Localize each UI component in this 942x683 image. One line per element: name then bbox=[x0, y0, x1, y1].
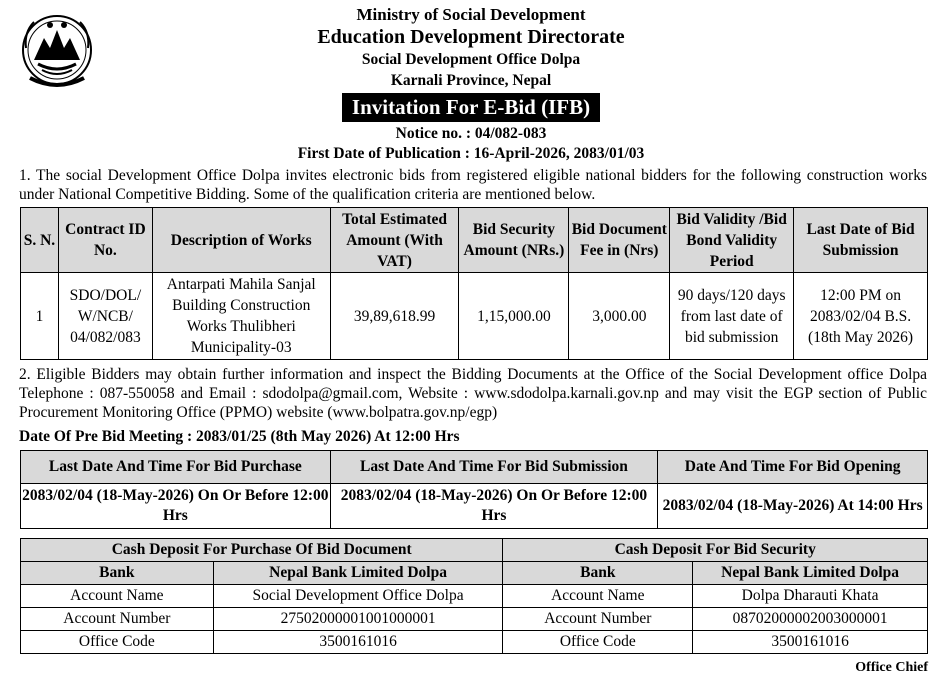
works-table bbox=[20, 207, 928, 360]
table-row bbox=[21, 484, 928, 529]
cell-fee: 3,000.00 bbox=[569, 273, 670, 360]
paragraph-1: 1. The social Development Office Dolpa invites electronic bids from registered eligible national bidders for the following construction works under National Competitive Bidding. Some of the qualification criteria are mentioned below. bbox=[19, 167, 927, 203]
first-publication-date: First Date of Publication : 16-April-2026, 2083/01/03 bbox=[297, 145, 645, 162]
office-title: Social Development Office Dolpa bbox=[361, 51, 581, 68]
ministry-title: Ministry of Social Development bbox=[356, 5, 586, 24]
row-label: Account Number bbox=[503, 608, 693, 631]
cell-amount: 39,89,618.99 bbox=[330, 273, 459, 360]
cash-bank-row bbox=[21, 562, 928, 585]
bid-opening-date: 2083/02/04 (18-May-2026) At 14:00 Hrs bbox=[658, 484, 928, 529]
row-label: Account Number bbox=[21, 608, 214, 631]
cell-description: Antarpati Mahila Sanjal Building Construction Works Thulibheri Municipality-03 bbox=[152, 273, 330, 360]
works-header-row bbox=[21, 208, 928, 273]
row-label: Office Code bbox=[21, 631, 214, 654]
header-sn: S. N. bbox=[21, 208, 59, 273]
security-value: Dolpa Dharauti Khata bbox=[693, 585, 928, 608]
header-bid-purchase: Last Date And Time For Bid Purchase bbox=[21, 451, 331, 484]
pre-bid-meeting: Date Of Pre Bid Meeting : 2083/01/25 (8th May 2026) At 12:00 Hrs bbox=[19, 428, 460, 445]
security-value: 3500161016 bbox=[693, 631, 928, 654]
table-row bbox=[21, 585, 928, 608]
header-bid-submission: Last Date And Time For Bid Submission bbox=[330, 451, 658, 484]
bid-submission-date: 2083/02/04 (18-May-2026) On Or Before 12:00 Hrs bbox=[330, 484, 658, 529]
header-contract: Contract ID No. bbox=[58, 208, 152, 273]
row-label: Account Name bbox=[503, 585, 693, 608]
bank-label: Bank bbox=[503, 562, 693, 585]
dates-header-row bbox=[21, 451, 928, 484]
header-bid-opening: Date And Time For Bid Opening bbox=[658, 451, 928, 484]
cell-security: 1,15,000.00 bbox=[459, 273, 569, 360]
signature-office-chief: Office Chief bbox=[855, 660, 928, 675]
purchase-bank: Nepal Bank Limited Dolpa bbox=[213, 562, 503, 585]
header bbox=[0, 4, 942, 164]
paragraph-2: 2. Eligible Bidders may obtain further information and inspect the Bidding Documents at the Office of the Social Development office Dolpa Telephone : 087-550058 and Email : sdodolpa@gmail.com, Website : www.sdodolpa.karnali.gov.np and may visit the EGP section of Public Procurement Monitoring Office (PPMO) website (www.bolpatra.gov.np/egp) bbox=[19, 366, 927, 421]
header-last-date: Last Date of Bid Submission bbox=[794, 208, 928, 273]
security-bank: Nepal Bank Limited Dolpa bbox=[693, 562, 928, 585]
header-validity: Bid Validity /Bid Bond Validity Period bbox=[670, 208, 794, 273]
header-security: Bid Security Amount (NRs.) bbox=[459, 208, 569, 273]
cell-validity: 90 days/120 days from last date of bid submission bbox=[670, 273, 794, 360]
table-row bbox=[21, 608, 928, 631]
row-label: Office Code bbox=[503, 631, 693, 654]
purchase-value: Social Development Office Dolpa bbox=[213, 585, 503, 608]
bank-label: Bank bbox=[21, 562, 214, 585]
notice-number: Notice no. : 04/082-083 bbox=[395, 125, 547, 142]
cash-title-row bbox=[21, 539, 928, 562]
cell-last-date: 12:00 PM on 2083/02/04 B.S.(18th May 2026) bbox=[794, 273, 928, 360]
security-deposit-title: Cash Deposit For Bid Security bbox=[503, 539, 928, 562]
row-label: Account Name bbox=[21, 585, 214, 608]
bid-purchase-date: 2083/02/04 (18-May-2026) On Or Before 12:00 Hrs bbox=[21, 484, 331, 529]
cell-sn: 1 bbox=[21, 273, 59, 360]
security-value: 08702000002003000001 bbox=[693, 608, 928, 631]
purchase-deposit-title: Cash Deposit For Purchase Of Bid Document bbox=[21, 539, 503, 562]
directorate-title: Education Development Directorate bbox=[317, 26, 625, 48]
header-fee: Bid Document Fee in (Nrs) bbox=[569, 208, 670, 273]
header-amount: Total Estimated Amount (With VAT) bbox=[330, 208, 459, 273]
document-title: Invitation For E-Bid (IFB) bbox=[342, 93, 600, 122]
purchase-value: 27502000001001000001 bbox=[213, 608, 503, 631]
purchase-value: 3500161016 bbox=[213, 631, 503, 654]
cell-contract: SDO/DOL/ W/NCB/ 04/082/083 bbox=[58, 273, 152, 360]
header-description: Description of Works bbox=[152, 208, 330, 273]
cash-deposit-table bbox=[20, 538, 928, 654]
table-row bbox=[21, 273, 928, 360]
table-row bbox=[21, 631, 928, 654]
dates-table bbox=[20, 450, 928, 529]
province-title: Karnali Province, Nepal bbox=[390, 72, 552, 89]
